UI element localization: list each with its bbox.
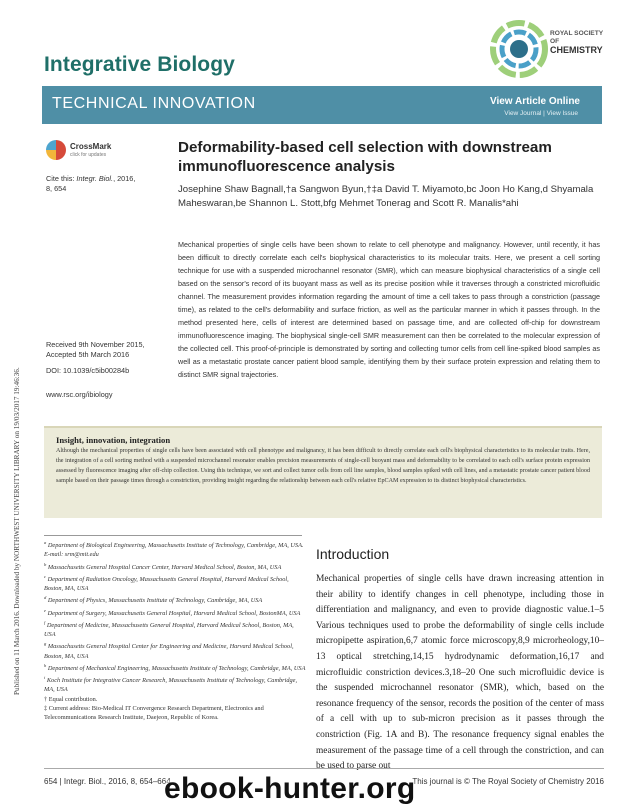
footer-page: 654 | Integr. Biol., 2016, 8, 654–664 [44,777,171,786]
current-address-note: ‡ Current address: Bio-Medical IT Convergence Research Department, Electronics and Telecommunications Research Institute, Daejeon, Republic of Korea. [44,704,264,722]
cite-journal: Integr. Biol. [76,174,114,183]
affiliation-item: $^i$ Koch Institute for Integrative Cancer Research, Massachusetts Institute of Technology, Cambridge, MA, USA [44,675,298,694]
cite-year: , 2016, [113,174,136,183]
crossmark-icon [46,140,66,160]
received-dates [46,340,145,360]
rsc-ring-logo-icon [488,18,550,80]
crossmark-badge[interactable] [46,140,120,162]
view-article-online-link[interactable]: View Article Online [489,96,580,107]
affiliation-item: $^f$ Department of Medicine, Massachusetts General Hospital, Harvard Medical School, Boston, MA, USA [44,619,294,639]
affiliation-item: $^d$ Department of Physics, Massachusetts Institute of Technology, Cambridge, MA, USA [44,595,263,605]
journal-title[interactable]: Integrative Biology [44,53,235,76]
affiliation-item: $^h$ Department of Mechanical Engineering, Massachusetts Institute of Technology, Cambridge, MA, USA [44,662,306,672]
crossmark-sub: click for updates [70,152,107,158]
crossmark-label: CrossMark [70,142,112,151]
section-banner [42,86,602,124]
publisher-name [550,30,603,54]
footer-copyright: This journal is © The Royal Society of Chemistry 2016 [412,777,604,786]
equal-contribution-note: † Equal contribution. [44,695,98,703]
publisher-line-3: CHEMISTRY [550,45,603,55]
divider [44,535,302,536]
abstract: Mechanical properties of single cells have been shown to relate to cell phenotype and malignancy. However, until recently, it has been difficult to directly correlate each cell's biophysical characteristics to its molecular traits. Here, we present a cell sorting technique for use with a suspended microchannel resonator (SMR), which can measure biophysical characteristics of a single cell based on the sensor's record of its buoyant mass as well as its precise position while it traverses through a constricted microfluidic channel. The measurement provides information regarding the amount of time a cell takes to pass through a constriction (passage time), as related to the cell's deformability and surface friction, as well as the particular manner in which it passes through. In the method presented here, cells of interest are determined based on passage time, and are collected off-chip for downstream immunofluorescence imaging. The biophysical single-cell SMR measurement can then be correlated to the molecular expression of the collected cell. This proof-of-principle is demonstrated by sorting and collecting tumor cells from cell line-spiked blood samples as well as a metastatic prostate cancer patient blood sample, identifying them by their surface protein expression and relating them to distinct SMR signal trajectories. [178,240,600,379]
accepted-date: Accepted 5th March 2016 [46,350,130,359]
affiliation-item: $^c$ Department of Radiation Oncology, Massachusetts General Hospital, Harvard Medical School, Boston, MA, USA [44,573,289,593]
affiliation-item: $^e$ Department of Surgery, Massachusetts General Hospital, Harvard Medical School, BostonMA, USA [44,607,301,617]
page-footer [44,768,604,786]
affiliation-item: $^g$ Massachusetts General Hospital Center for Engineering and Medicine, Harvard Medical School, Boston, MA, USA [44,641,294,660]
cite-volume: 8, 654 [46,184,67,193]
journal-website-link[interactable]: www.rsc.org/ibiology [46,390,113,399]
insight-heading: Insight, innovation, integration [56,435,171,445]
publisher-line-2: OF [550,38,560,45]
affiliations [44,538,306,722]
download-notice-text: Published on 11 March 2016. Downloaded by NORTHWEST UNIVERSITY LIBRARY on 19/03/2017 19:46:36. [13,367,21,695]
affiliation-item: $^a$ Department of Biological Engineering, Massachusetts Institute of Technology, Cambridge, MA, USA. E-mail: srm@mit.edu [44,540,304,559]
watermark: ebook-hunter.org [164,772,416,805]
cite-prefix: Cite this: [46,174,75,183]
download-notice [2,190,21,700]
affiliation-item: $^b$ Massachusetts General Hospital Cancer Center, Harvard Medical School, Boston, MA, USA [44,561,282,571]
citation [46,174,135,194]
journal-issue-links[interactable]: View Journal | View Issue [504,110,578,117]
introduction-text: Mechanical properties of single cells have drawn increasing attention in their ability to identify changes in cell phenotype, including those in differentiation and malignancy, and even to provide diagnostic value.1–5 Various techniques used to probe the deformability of single cells include micropipette aspiration,6,7 atomic force microscopy,8,9 microrheology,10–13 optical stretching,14,15 hydrodynamic deformation,16,17 and microfluidic constriction devices.3,18–20 One such microfluidic device is the suspended microchannel resonator (SMR), which, based on the resonance frequency of the sensor, records the position of the center of mass of a cell with up to sub-micron precision as it passes through the constriction (Fig. 1A and B). The resonance frequency signal enables the measurement of the passage time of a cell through the constriction, and can be used to parse out [316,574,604,772]
section-label: TECHNICAL INNOVATION [52,95,256,112]
received-date: Received 9th November 2015, [46,340,145,349]
publisher-line-1: ROYAL SOCIETY [550,30,604,37]
introduction-heading: Introduction [316,546,390,562]
article-title: Deformability-based cell selection with downstream immunofluorescence analysis [178,139,552,175]
insight-box [44,426,602,518]
insight-text: Although the mechanical properties of single cells have been associated with cell phenotype and malignancy, it has been difficult to directly correlate each cell's biophysical characteristics to its molecular traits. Here, the integration of a cell sorting method with a suspended microchannel resonator enables precision measurements of single-cell buoyant mass and deformability to be correlated to each cell's surface protein expression assessed by fluorescence imaging after off-chip collection. Using this technique, we sort and collect tumor cells from cell line samples, blood samples spiked with cell lines, and a metastatic prostate cancer patient blood sample based on their passage times through a constriction, providing insight regarding the relationship between each cell's relative EpCAM expression to its distinct biophysical characteristics. [56,448,590,484]
author-list: Josephine Shaw Bagnall,†a Sangwon Byun,†‡a David T. Miyamoto,bc Joon Ho Kang,d Shyamala Maheswaran,be Shannon L. Stott,bfg Mehmet Tonerag and Scott R. Manalis*ahi [178,184,594,209]
doi[interactable]: DOI: 10.1039/c5ib00284b [46,366,130,375]
